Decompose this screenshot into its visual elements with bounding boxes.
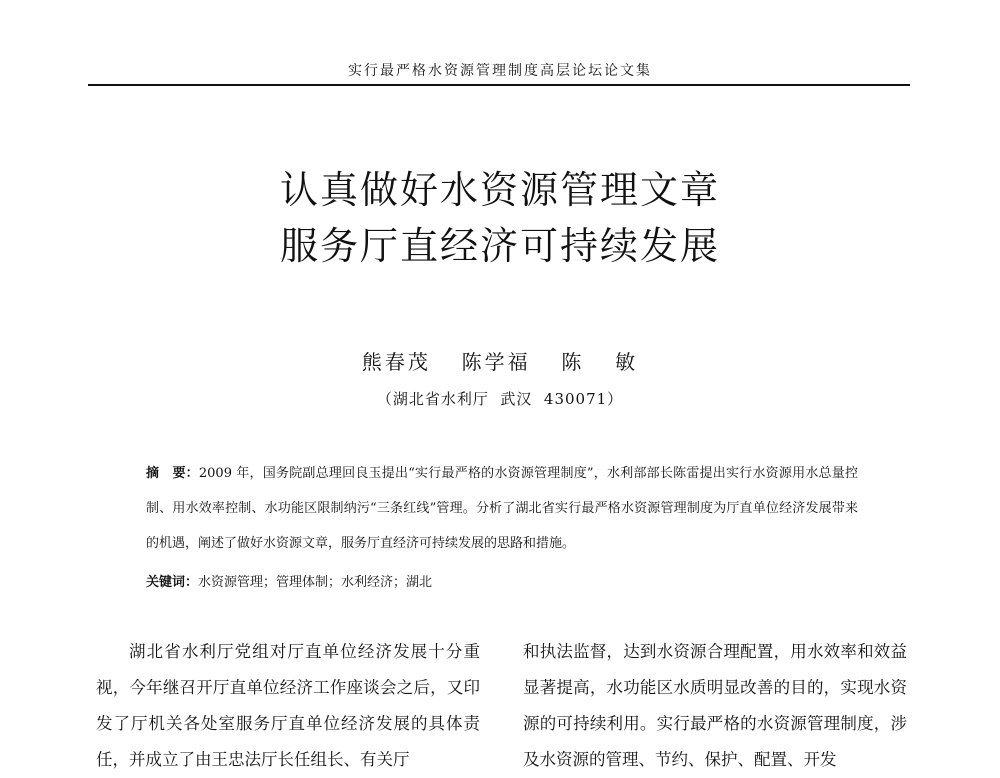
paper-title	[0, 162, 1000, 274]
abstract	[146, 456, 858, 561]
title-line-2: 服务厅直经济可持续发展	[279, 224, 720, 268]
authors: 熊春茂 陈学福 陈 敏	[361, 350, 639, 374]
keywords-label: 关键词：	[146, 575, 199, 590]
keywords-text: 水资源管理；管理体制；水利经济；湖北	[198, 575, 433, 590]
abstract-text: 2009 年，国务院副总理回良玉提出“实行最严格的水资源管理制度”，水利部部长陈雷提出实行水资源用水总量控制、用水效率控制、水功能区限制纳污“三条红线”管理。分析了湖北省实行最严格水资源管理制度为厅直单位经济发展带来的机遇，阐述了做好水资源文章，服务厅直经济可持续发展的思路和措施。	[146, 466, 858, 551]
abstract-label: 摘 要：	[146, 466, 199, 481]
header-rule	[88, 84, 910, 86]
affiliation: （湖北省水利厅 武汉 430071）	[376, 390, 624, 408]
keywords	[146, 573, 858, 593]
title-line-1: 认真做好水资源管理文章	[279, 168, 720, 212]
running-header: 实行最严格水资源管理制度高层论坛论文集	[348, 63, 652, 79]
body-right-column: 和执法监督，达到水资源合理配置，用水效率和效益显著提高，水功能区水质明显改善的目的，实现水资源的可持续利用。实行最严格的水资源管理制度，涉及水资源的管理、节约、保护、配置、开发	[523, 642, 907, 769]
body-left-column: 湖北省水利厅党组对厅直单位经济发展十分重视，今年继召开厅直单位经济工作座谈会之后，又印发了厅机关各处室服务厅直单位经济发展的具体责任，并成立了由王忠法厅长任组长、有关厅	[96, 642, 480, 769]
